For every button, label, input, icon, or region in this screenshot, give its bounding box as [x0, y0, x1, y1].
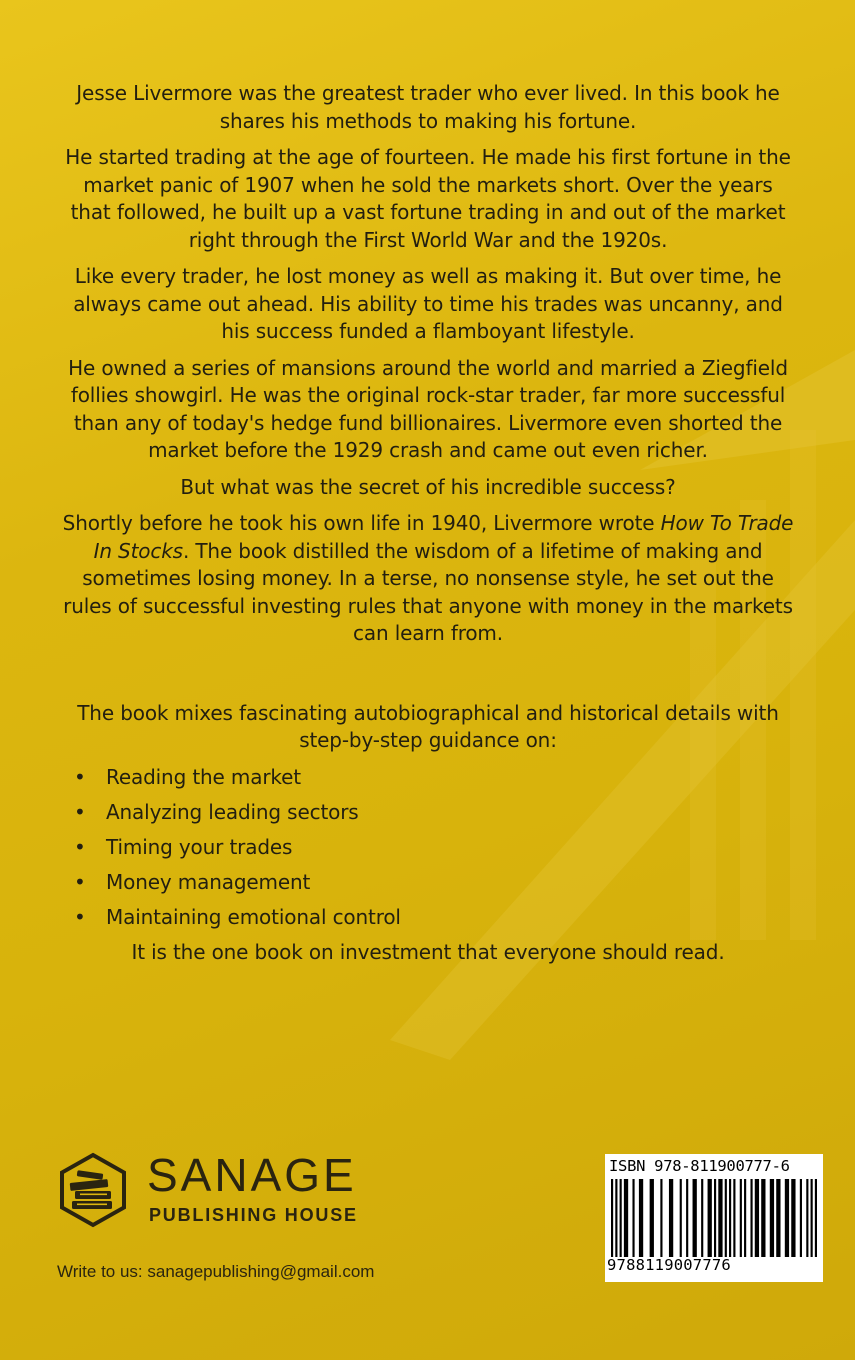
barcode-bar	[660, 1179, 662, 1257]
barcode-bar	[811, 1179, 813, 1257]
barcode-bar	[729, 1179, 731, 1257]
barcode-bar	[755, 1179, 759, 1257]
feature-list	[62, 764, 794, 939]
barcode-bar	[650, 1179, 654, 1257]
paragraph-losses: Like every trader, he lost money as well as making it. But over time, he always came out ahead. His ability to time his trades was uncanny, and his success funded a flamboyant lifestyle.	[73, 264, 783, 343]
bullet-icon: •	[74, 869, 86, 894]
feature-item	[62, 904, 794, 939]
barcode-bar	[718, 1179, 722, 1257]
barcode-bar	[806, 1179, 808, 1257]
feature-item	[62, 834, 794, 869]
barcode-bar	[750, 1179, 752, 1257]
barcode-bar	[639, 1179, 643, 1257]
barcode-bar	[669, 1179, 673, 1257]
book-title-italic: How To Trade In Stocks	[93, 511, 794, 563]
paragraph-early-career: He started trading at the age of fourteen. He made his first fortune in the market panic of 1907 when he sold the markets short. Over the years that followed, he built up a vast fortune trading in and out of the market right through the First World War and the 1920s.	[65, 145, 791, 252]
isbn-barcode	[605, 1154, 823, 1282]
barcode-bar	[761, 1179, 765, 1257]
barcode-digits: 9788119007776	[607, 1256, 731, 1274]
bullet-icon: •	[74, 834, 86, 859]
bullet-icon: •	[74, 799, 86, 824]
barcode-bar	[708, 1179, 712, 1257]
publisher-logo	[55, 1147, 385, 1232]
barcode-bar	[615, 1179, 617, 1257]
barcode-bar	[785, 1179, 789, 1257]
barcode-bar	[624, 1179, 628, 1257]
barcode-bar	[632, 1179, 634, 1257]
barcode-bar	[776, 1179, 780, 1257]
publisher-subtitle: PUBLISHING HOUSE	[149, 1205, 358, 1225]
publisher-name: SANAGE	[147, 1149, 357, 1201]
paragraph-lifestyle: He owned a series of mansions around the world and married a Ziegfield follies showgirl. He was the original rock-star trader, far more successful than any of today's hedge fund billionaires. Livermore even shorted the market before the 1929 crash and came out even richer.	[68, 355, 788, 462]
barcode-bar	[791, 1179, 795, 1257]
paragraph-book-origin	[62, 510, 794, 648]
paragraph-guidance-intro: The book mixes fascinating autobiographical and historical details with step-by-step guidance on:	[77, 700, 779, 752]
barcode-bar	[733, 1179, 735, 1257]
barcode-bar	[714, 1179, 716, 1257]
books-hexagon-icon	[55, 1152, 131, 1228]
feature-item	[62, 764, 794, 799]
barcode-bar	[611, 1179, 613, 1257]
barcode-bar	[693, 1179, 697, 1257]
barcode-bar	[744, 1179, 746, 1257]
barcode-bar	[770, 1179, 774, 1257]
paragraph-intro: Jesse Livermore was the greatest trader who ever lived. In this book he shares his methods to making his fortune.	[76, 81, 780, 133]
barcode-bars	[611, 1179, 817, 1257]
back-cover-description	[62, 80, 794, 975]
bullet-icon: •	[74, 764, 86, 789]
bullet-icon: •	[74, 904, 86, 929]
paragraph-closing: It is the one book on investment that everyone should read.	[131, 939, 725, 964]
barcode-bar	[686, 1179, 688, 1257]
feature-label: Reading the market	[106, 764, 301, 789]
barcode-bar	[725, 1179, 727, 1257]
barcode-bar	[740, 1179, 742, 1257]
feature-label: Timing your trades	[106, 834, 293, 859]
barcode-bar	[815, 1179, 817, 1257]
isbn-label: ISBN 978-811900777-6	[609, 1157, 790, 1175]
barcode-bar	[620, 1179, 622, 1257]
feature-item	[62, 799, 794, 834]
book-origin-text-start: Shortly before he took his own life in 1940, Livermore wrote	[62, 511, 661, 535]
feature-label: Analyzing leading sectors	[106, 799, 359, 824]
paragraph-question: But what was the secret of his incredible success?	[180, 474, 676, 499]
barcode-bar	[701, 1179, 703, 1257]
book-origin-text-end: . The book distilled the wisdom of a lifetime of making and sometimes losing money. In a terse, no nonsense style, he set out the rules of successful investing rules that anyone with money in the markets can learn from.	[63, 538, 793, 645]
publisher-contact: Write to us: sanagepublishing@gmail.com	[57, 1262, 375, 1281]
feature-label: Maintaining emotional control	[106, 904, 401, 929]
barcode-bar	[680, 1179, 682, 1257]
feature-item	[62, 869, 794, 904]
barcode-bar	[800, 1179, 802, 1257]
feature-label: Money management	[106, 869, 311, 894]
